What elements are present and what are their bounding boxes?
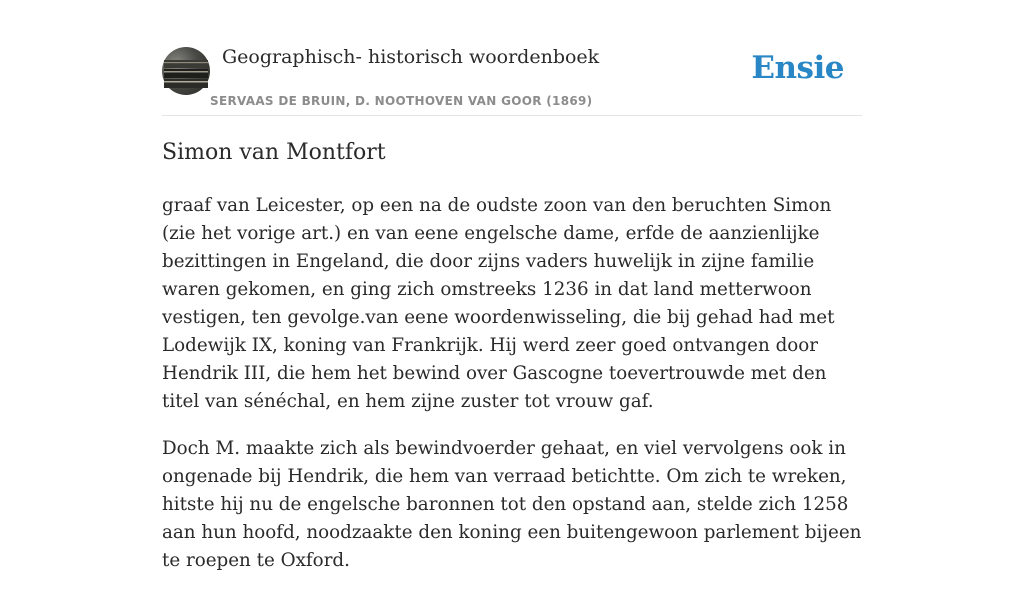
- header: [162, 0, 862, 116]
- entry-title: Simon van Montfort: [162, 140, 386, 165]
- entry-body: [162, 192, 867, 594]
- book-title[interactable]: Geographisch- historisch woordenboek: [222, 46, 600, 68]
- book-author: SERVAAS DE BRUIN, D. NOOTHOVEN VAN GOOR (1869): [210, 94, 593, 108]
- book-stack-icon[interactable]: [162, 47, 210, 95]
- entry-paragraph: Doch M. maakte zich als bewindvoerder gehaat, en viel vervolgens ook in ongenade bij Hendrik, die hem van verraad betichtte. Om zich te wreken, hitste hij nu de engelsche baronnen tot den opstand aan, stelde zich 1258 aan hun hoofd, noodzaakte den koning een buitengewoon parlement bijeen te roepen te Oxford.: [162, 438, 862, 571]
- entry-paragraph: graaf van Leicester, op een na de oudste zoon van den beruchten Simon (zie het vorige art.) en van eene engelsche dame, erfde de aanzienlijke bezittingen in Engeland, die door zijns vaders huwelijk in zijne familie waren gekomen, en ging zich omstreeks 1236 in dat land metterwoon vestigen, ten gevolge.van eene woordenwisseling, die bij gehad had met Lodewijk IX, koning van Frankrijk. Hij werd zeer goed ontvangen door Hendrik III, die hem het bewind over Gascogne toevertrouwde met den titel van sénéchal, en hem zijne zuster tot vrouw gaf.: [162, 195, 835, 412]
- brand-logo[interactable]: Ensie: [751, 50, 844, 86]
